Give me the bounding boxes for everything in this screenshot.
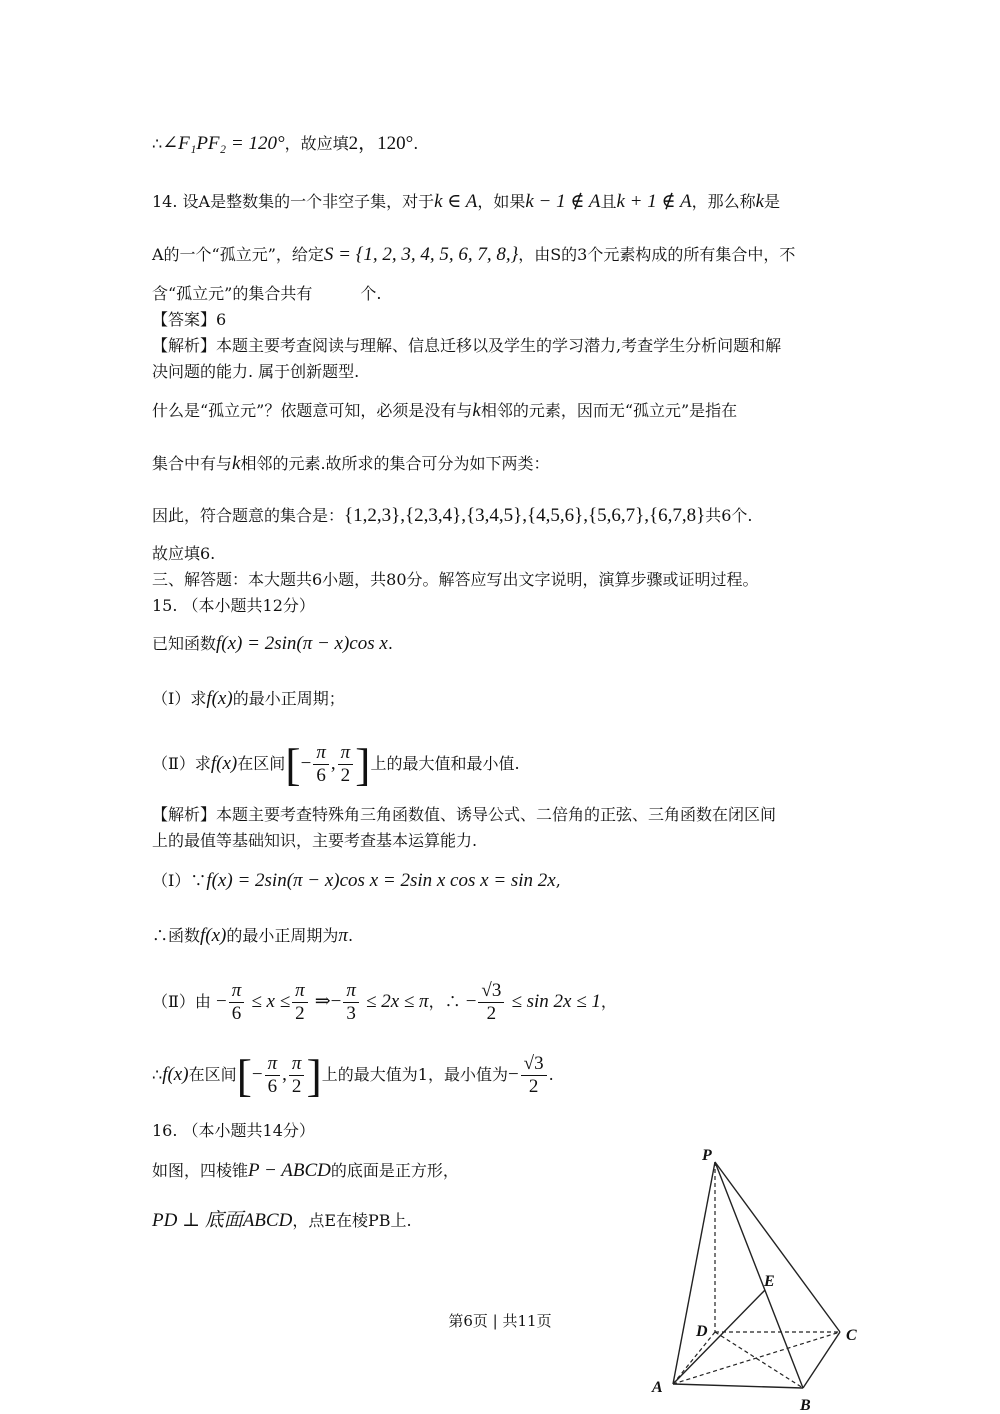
solution-ii-line2: ∴f(x)在区间[− $\frac{\pi}{6}$ , $\frac{\pi}{2}$ ]上的最大值为1，最小值为− $\frac{√3}{2}$ . bbox=[152, 1049, 554, 1101]
section-3-heading: 三、解答题：本大题共6小题，共80分。解答应写出文字说明，演算步骤或证明过程。 bbox=[152, 570, 759, 589]
q16-line2: PD ⊥ 底面ABCD，点E在棱PB上. bbox=[152, 1210, 412, 1231]
edge-PA bbox=[673, 1162, 715, 1384]
label-A: A bbox=[652, 1379, 663, 1396]
label-B: B bbox=[800, 1397, 811, 1414]
q16-line1: 如图，四棱锥P − ABCD的底面是正方形， bbox=[152, 1160, 459, 1181]
label-C: C bbox=[846, 1327, 857, 1344]
edge-AE bbox=[673, 1290, 765, 1384]
work-14-line4: 故应填6. bbox=[152, 544, 216, 563]
q15-part-ii: （Ⅱ）求f(x)在区间[− $\frac{\pi}{6}$ , $\frac{\pi}{2}$ ]上的最大值和最小值. bbox=[152, 738, 520, 790]
solution-i-line2: ∴函数f(x)的最小正周期为π. bbox=[152, 925, 354, 946]
answer-14: 【答案】6 bbox=[152, 310, 227, 329]
q14-line3: 含“孤立元”的集合共有 个. bbox=[152, 284, 382, 303]
q15-part-i: （Ⅰ）求f(x)的最小正周期； bbox=[152, 688, 345, 709]
edge-PB bbox=[715, 1162, 803, 1388]
q16-heading: 16. （本小题共14分） bbox=[152, 1121, 315, 1140]
edge-AB bbox=[673, 1384, 803, 1388]
q14-line1: 14. 设A是整数集的一个非空子集，对于k ∈ A，如果k − 1 ∉ A且k + 1 ∉ A，那么称k是 bbox=[152, 191, 781, 212]
work-14-line1: 什么是“孤立元”？依题意可知，必须是没有与k相邻的元素，因而无“孤立元”是指在 bbox=[152, 400, 738, 421]
solution-i-line1: （Ⅰ）∵f(x) = 2sin(π − x)cos x = 2sin x cos x = sin 2x, bbox=[152, 870, 561, 891]
solution-ii-line1: （Ⅱ）由 − $\frac{\pi}{6}$ ≤ x ≤ $\frac{\pi}{2}$ ⇒− $\frac{\pi}{3}$ ≤ 2x ≤ π，∴ − $\frac{√3}{2}$ ≤ sin 2x ≤ 1， bbox=[152, 980, 617, 1024]
work-14-line3: 因此，符合题意的集合是：{1,2,3},{2,3,4},{3,4,5},{4,5,6},{5,6,7},{6,7,8}共6个. bbox=[152, 505, 753, 526]
page-footer: 第6页 | 共11页 bbox=[448, 1312, 552, 1330]
label-P: P bbox=[702, 1147, 712, 1164]
analysis-15-a: 【解析】本题主要考查特殊角三角函数值、诱导公式、二倍角的正弦、三角函数在闭区间 bbox=[152, 805, 777, 824]
edge-DA bbox=[673, 1332, 715, 1384]
pyramid-figure bbox=[640, 1140, 870, 1414]
label-D: D bbox=[696, 1323, 708, 1340]
label-E: E bbox=[764, 1273, 775, 1290]
analysis-14-a: 【解析】本题主要考查阅读与理解、信息迁移以及学生的学习潜力,考查学生分析问题和解 bbox=[152, 336, 782, 355]
q15-heading: 15. （本小题共12分） bbox=[152, 596, 315, 615]
line-conclusion: ∴∠F₁PF₂ = 120°，故应填2，120°. bbox=[152, 133, 419, 154]
q14-line2: A的一个“孤立元”，给定S = {1, 2, 3, 4, 5, 6, 7, 8,}，由S的3个元素构成的所有集合中，不 bbox=[152, 244, 796, 265]
q15-function: 已知函数f(x) = 2sin(π − x)cos x. bbox=[152, 633, 393, 654]
edge-DB bbox=[715, 1332, 803, 1388]
work-14-line2: 集合中有与k相邻的元素.故所求的集合可分为如下两类： bbox=[152, 453, 550, 474]
analysis-14-b: 决问题的能力. 属于创新题型. bbox=[152, 362, 360, 381]
edge-PC bbox=[715, 1162, 840, 1332]
analysis-15-b: 上的最值等基础知识，主要考查基本运算能力. bbox=[152, 831, 478, 850]
edge-BC bbox=[803, 1332, 840, 1388]
